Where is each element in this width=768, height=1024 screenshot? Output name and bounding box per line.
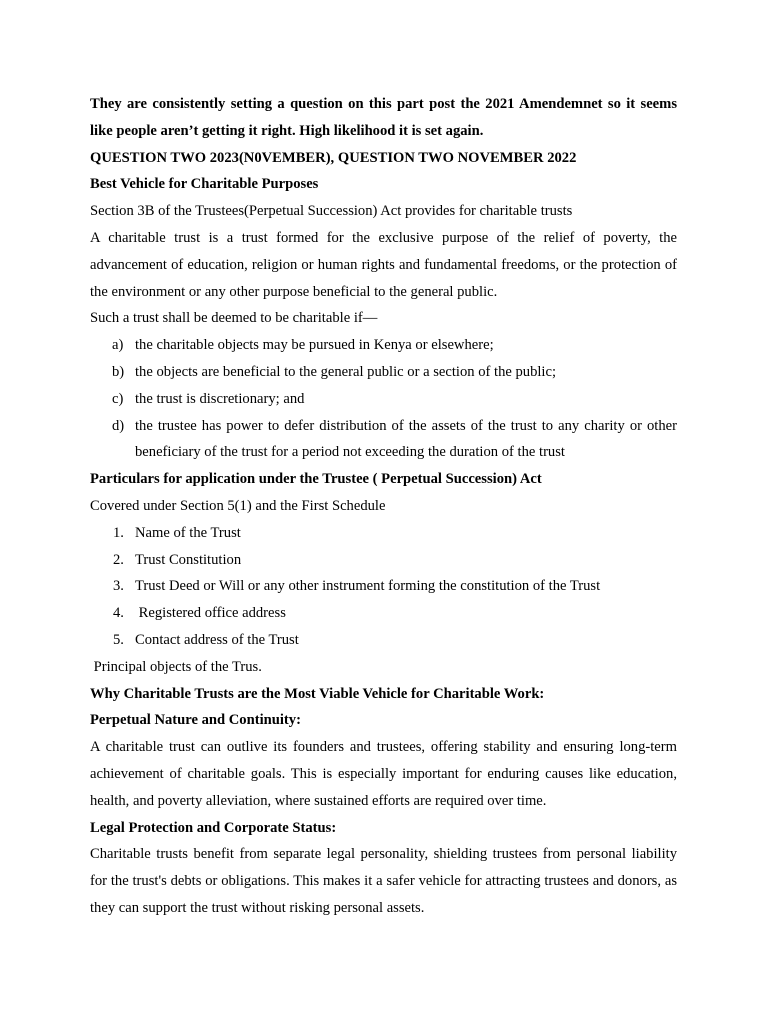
- list-item-text: Trust Constitution: [135, 551, 242, 568]
- deemed-charitable-intro: Such a trust shall be deemed to be charitable if—: [90, 310, 378, 327]
- list-item-text: the trustee has power to defer distribution of the assets of the trust to any charity or other beneficiary of the trust for a period not exceeding the duration of the trust: [135, 417, 677, 461]
- heading-perpetual-nature: Perpetual Nature and Continuity:: [90, 712, 301, 729]
- heading-particulars: Particulars for application under the Trustee ( Perpetual Succession) Act: [90, 471, 542, 488]
- list-item-text: Trust Deed or Will or any other instrument forming the constitution of the Trust: [135, 578, 601, 595]
- list-marker: b): [112, 363, 125, 380]
- list-item-text: Name of the Trust: [135, 524, 241, 541]
- covered-under-paragraph: Covered under Section 5(1) and the First Schedule: [90, 497, 386, 514]
- list-item: [90, 627, 677, 654]
- list-marker: d): [112, 417, 125, 434]
- list-item-text: the charitable objects may be pursued in Kenya or elsewhere;: [135, 337, 494, 354]
- heading-legal-protection: Legal Protection and Corporate Status:: [90, 819, 337, 836]
- heading-why-charitable-trusts: Why Charitable Trusts are the Most Viable Vehicle for Charitable Work:: [90, 685, 545, 702]
- list-marker: 3.: [113, 578, 124, 595]
- charitable-trust-definition: A charitable trust is a trust formed for the exclusive purpose of the relief of poverty, the advancement of education, religion or human rights and fundamental freedoms, or the protection of the environment or any other purpose beneficial to the general public.: [90, 229, 677, 300]
- list-marker: 4.: [113, 605, 124, 622]
- legal-protection-paragraph: Charitable trusts benefit from separate legal personality, shielding trustees from personal liability for the trust's debts or obligations. This makes it a safer vehicle for attracting trustees and donors, as they can support the trust without risking personal assets.: [90, 846, 677, 916]
- intro-note: They are consistently setting a question on this part post the 2021 Amendemnet so it seems like people aren’t getting it right. High likelihood it is set again.: [90, 96, 677, 139]
- list-marker: 2.: [113, 551, 124, 568]
- list-item-text: Registered office address: [135, 605, 286, 622]
- list-item: [90, 413, 677, 467]
- perpetual-nature-paragraph: A charitable trust can outlive its founders and trustees, offering stability and ensuring long-term achievement of charitable goals. This is especially important for enduring causes like education, health, and poverty alleviation, where sustained efforts are required over time.: [90, 739, 677, 809]
- list-item: [90, 573, 677, 600]
- list-item-text: the objects are beneficial to the general public or a section of the public;: [135, 363, 557, 380]
- section-3b-paragraph: Section 3B of the Trustees(Perpetual Succession) Act provides for charitable trusts: [90, 203, 573, 220]
- list-marker: 1.: [113, 524, 124, 541]
- list-item: [90, 547, 677, 574]
- heading-best-vehicle: Best Vehicle for Charitable Purposes: [90, 176, 319, 193]
- list-item: [90, 386, 677, 413]
- list-item: [90, 520, 677, 547]
- conditions-list: [90, 332, 677, 466]
- question-reference: QUESTION TWO 2023(N0VEMBER), QUESTION TWO NOVEMBER 2022: [90, 149, 577, 166]
- list-item: [90, 600, 677, 627]
- list-marker: c): [112, 390, 124, 407]
- list-item-text: Contact address of the Trust: [135, 631, 299, 648]
- principal-objects-line: Principal objects of the Trus.: [90, 658, 262, 675]
- list-item: [90, 332, 677, 359]
- particulars-list: [90, 520, 677, 654]
- list-marker: 5.: [113, 631, 124, 648]
- list-marker: a): [112, 337, 124, 354]
- document-page: [90, 91, 677, 922]
- list-item-text: the trust is discretionary; and: [135, 390, 305, 407]
- list-item: [90, 359, 677, 386]
